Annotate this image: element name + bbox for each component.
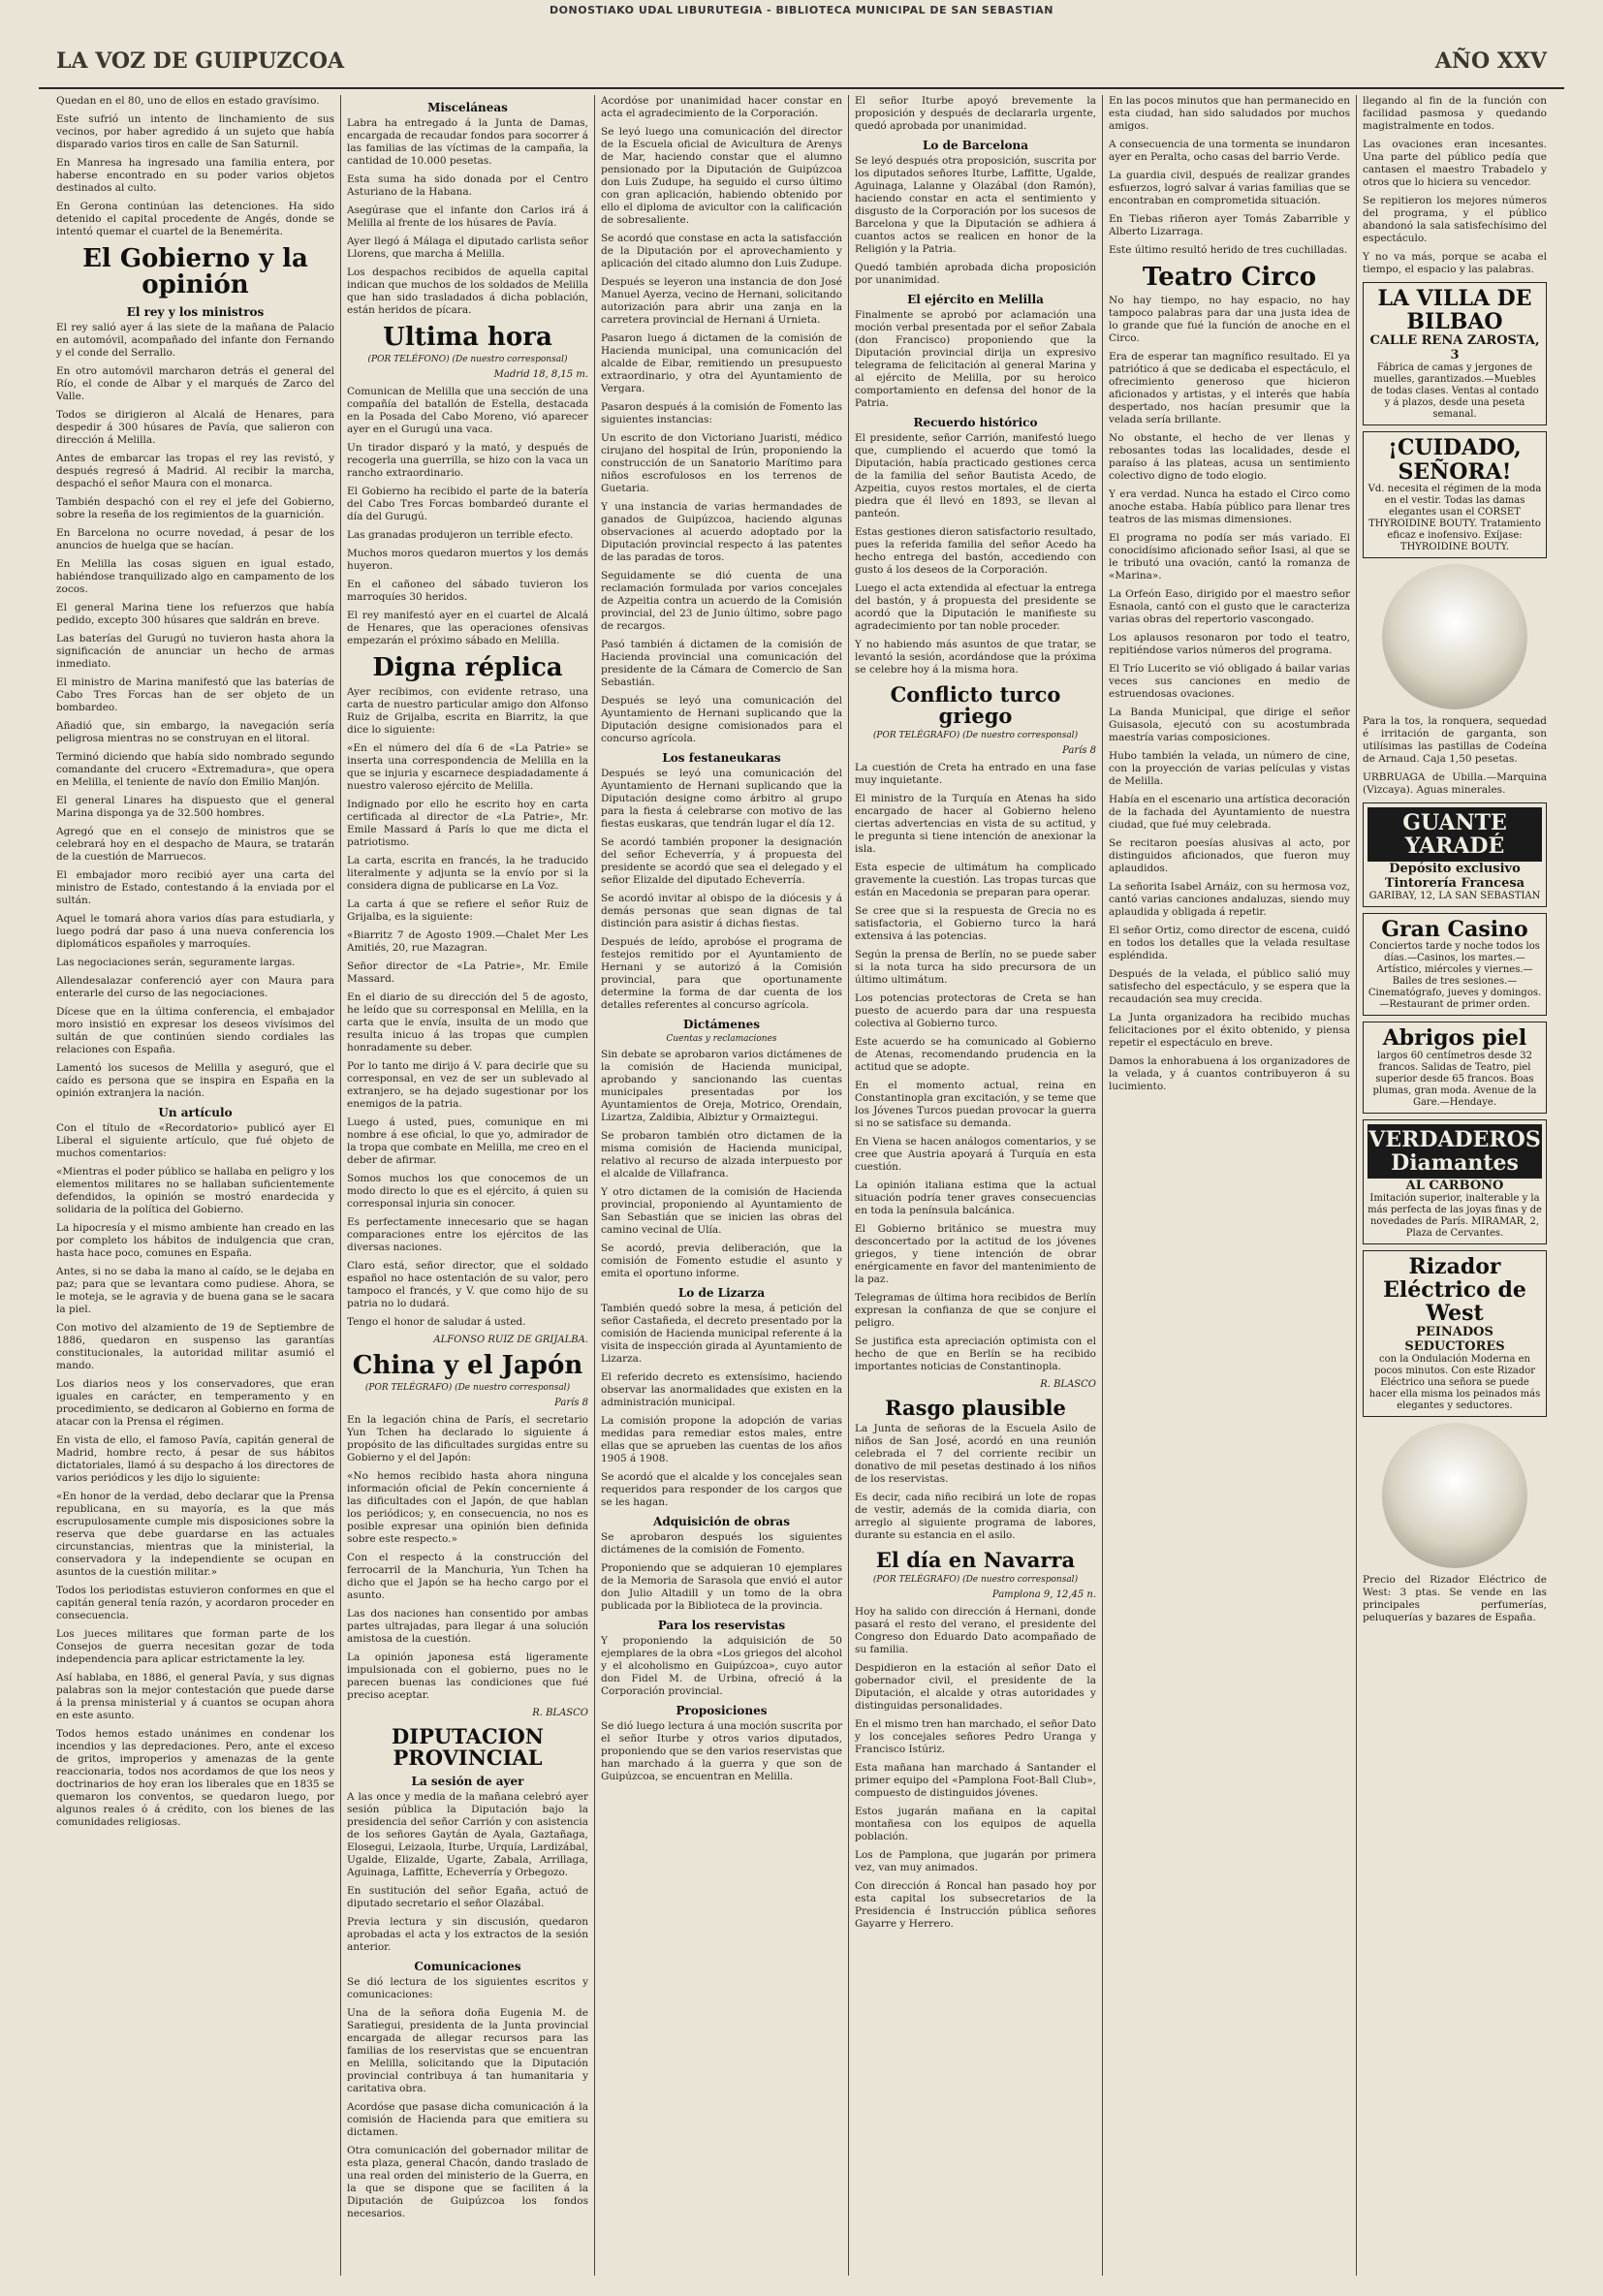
article-paragraph: Se aprobaron después los siguientes dictámenes de la comisión de Fomento. bbox=[601, 1531, 842, 1556]
article-paragraph: En el momento actual, reina en Constantinopla gran excitación, y se teme que los Jóvenes Turcos puedan provocar la guerra si no se satisface su demanda. bbox=[855, 1080, 1096, 1130]
ad-body: GARIBAY, 12, LA SAN SEBASTIAN bbox=[1368, 891, 1541, 902]
ad-illustration bbox=[1382, 564, 1527, 709]
article-paragraph: Luego á usted, pues, comunique en mi nombre á ese oficial, lo que yo, admirador de la tropa que combate en Melilla, me creo en el deber de afirmar. bbox=[347, 1116, 588, 1166]
article-paragraph: Dícese que en la última conferencia, el embajador moro insistió en expresar los deseos vivísimos del sultán de que continúen siendo cordiales las relaciones con España. bbox=[56, 1005, 334, 1055]
ad-title: GUANTE YARADÉ bbox=[1367, 807, 1542, 862]
article-paragraph: En Gerona continúan las detenciones. Ha sido detenido el capital procedente de Angés, donde se intentó quemar el cuartel de la Benemérita. bbox=[56, 201, 334, 237]
article-paragraph: Todos hemos estado unánimes en condenar los incendios y las depredaciones. Pero, ante el exceso de gritos, improperios y amenazas de la gente reaccionaria, todos nos acordamos de que los neos y doctrinarios de hoy eran los liberales que en 1835 se quemaron los conventos, se quedaron luego, por algunos reales ó á crédito, con los bienes de las comunidades religiosas. bbox=[56, 1727, 334, 1828]
article-paragraph: Era de esperar tan magnífico resultado. El ya patriótico á que se dedicaba el espectáculo, el ofrecimiento generoso que hicieron aficionados y artistas, y el interés que había despertado, nos hacían presumir que la velada sería brillante. bbox=[1109, 351, 1350, 426]
article-paragraph: Había en el escenario una artística decoración de la fachada del Ayuntamiento de nuestra ciudad, que fué muy celebrada. bbox=[1109, 794, 1350, 832]
article-paragraph: Quedó también aprobada dicha proposición por unanimidad. bbox=[855, 262, 1096, 286]
advertisement bbox=[1363, 1250, 1547, 1418]
article-paragraph: También despachó con el rey el jefe del Gobierno, sobre la reseña de los regimientos de la guarnición. bbox=[56, 495, 334, 520]
ad-body: largos 60 centímetros desde 32 francos. Salidas de Teatro, piel superior desde 65 francos. Boas plumas, gran moda. Avenue de la Gare.—Hendaye. bbox=[1372, 1050, 1537, 1108]
newspaper-column-3 bbox=[595, 95, 849, 2276]
article-paragraph: A consecuencia de una tormenta se inundaron ayer en Peralta, ocho casas del barrio Verde. bbox=[1109, 139, 1350, 163]
article-paragraph: Se recitaron poesías alusivas al acto, por distinguidos aficionados, que fueron muy aplaudidos. bbox=[1109, 837, 1350, 875]
article-paragraph: Señor director de «La Patrie», Mr. Emile Massard. bbox=[347, 959, 588, 985]
article-paragraph: Acordóse por unanimidad hacer constar en acta el agradecimiento de la Corporación. bbox=[601, 95, 842, 119]
article-paragraph: Luego el acta extendida al efectuar la entrega del bastón, y á propuesta del presidente se acordó que la Diputación le manifieste su agradecimiento por tan noble proceder. bbox=[855, 582, 1096, 632]
article-paragraph: Y una instancia de varias hermandades de ganados de Guipúzcoa, haciendo algunas observaciones al acuerdo adoptado por la Diputación provincial respecto á las patentes de las paradas de toros. bbox=[601, 501, 842, 563]
article-paragraph: El Gobierno ha recibido el parte de la batería del Cabo Tres Forcas bombardeó durante el día del Gurugú. bbox=[347, 486, 588, 523]
byline: ALFONSO RUIZ DE GRIJALBA. bbox=[433, 1334, 588, 1345]
article-paragraph: Los potencias protectoras de Creta se han puesto de acuerdo para dar una respuesta colectiva al Gobierno turco. bbox=[855, 992, 1096, 1030]
article-headline: DIPUTACION PROVINCIAL bbox=[392, 1723, 544, 1770]
ad-subtitle: PEINADOS SEDUCTORES bbox=[1404, 1325, 1505, 1355]
article-paragraph: Pasó también á dictamen de la comisión de Hacienda provincial una comunicación del presidente de la Cámara de Comercio de San Sebastián. bbox=[601, 639, 842, 688]
article-paragraph: Se acordó, previa deliberación, que la comisión de Fomento estudie el asunto y emita el oportuno informe. bbox=[601, 1242, 842, 1279]
byline: Pamplona 9, 12,45 n. bbox=[991, 1589, 1096, 1601]
article-paragraph: Después se leyó una comunicación del Ayuntamiento de Hernani suplicando que la Diputación designe como árbitro al grupo para la fiesta á celebrarse con motivo de las fiestas euskaras, que tendrán lugar el día 12. bbox=[601, 768, 842, 830]
article-paragraph: Una de la señora doña Eugenia M. de Saratiegui, presidenta de la Junta provincial encargada de allegar recursos para las familias de los reservistas que se encuentran en Melilla, solicitando que la Diputación provincial contribuya á tan humanitaria y caritativa obra. bbox=[347, 2006, 588, 2094]
article-paragraph: Proponiendo que se adquieran 10 ejemplares de la Memoria de Sarasola que envió el autor don Julio Altadill y un tomo de la obra publicada por la Biblioteca de la provincia. bbox=[601, 1562, 842, 1612]
article-headline: Teatro Circo bbox=[1142, 263, 1317, 292]
article-paragraph: Claro está, señor director, que el soldado español no hace ostentación de su valor, pero tampoco el francés, y V. que como hijo de su patria no lo dudará. bbox=[347, 1259, 588, 1309]
advertisement bbox=[1363, 1022, 1547, 1113]
article-paragraph: Todos los periodistas estuvieron conformes en que el capitán general tenía razón, y acordaron proceder en consecuencia. bbox=[56, 1584, 334, 1621]
section-subheading: Dictámenes bbox=[682, 1018, 761, 1031]
article-paragraph: No obstante, el hecho de ver llenas y rebosantes todas las localidades, desde el paraíso á las plateas, acusa un sentimiento colectivo digno de todo elogio. bbox=[1109, 432, 1350, 483]
article-paragraph: El Gobierno británico se muestra muy desconcertado por la actitud de los jóvenes griegos, y tiene intención de obrar enérgicamente en favor del mantenimiento de la paz. bbox=[855, 1223, 1096, 1286]
article-paragraph: La señorita Isabel Arnáiz, con su hermosa voz, cantó varias canciones andaluzas, siendo muy aplaudida y obligada á repetir. bbox=[1109, 881, 1350, 919]
header-right: AÑO XXV bbox=[1434, 48, 1547, 74]
article-paragraph: La guardia civil, después de realizar grandes esfuerzos, logró salvar á varias familias que se encontraban en comprometida situación. bbox=[1109, 170, 1350, 206]
section-subheading: Los festaneukaras bbox=[662, 751, 781, 765]
article-paragraph: Damos la enhorabuena á los organizadores de la velada, y á cuantos contribuyeron á su lucimiento. bbox=[1109, 1055, 1350, 1093]
section-subheading: Para los reservistas bbox=[657, 1619, 786, 1632]
ad-subtitle: Depósito exclusivo Tintorería Francesa bbox=[1384, 862, 1525, 892]
article-paragraph: Acordóse que pasase dicha comunicación á la comisión de Hacienda para que emitiera su dictamen. bbox=[347, 2100, 588, 2138]
advertisement bbox=[1363, 1119, 1547, 1244]
section-subheading: Misceláneas bbox=[427, 101, 508, 114]
article-paragraph: No hay tiempo, no hay espacio, no hay tampoco palabras para dar una justa idea de lo grande que fué la función de anoche en el Circo. bbox=[1109, 295, 1350, 345]
article-paragraph: Las ovaciones eran incesantes. Una parte del público pedía que cantasen el maestro Trabadelo y otros que lo hiciera su vencedor. bbox=[1363, 139, 1547, 188]
article-paragraph: Después de la velada, el público salió muy satisfecho del espectáculo, y se espera que la recaudación sea muy crecida. bbox=[1109, 968, 1350, 1006]
article-paragraph: Antes, si no se daba la mano al caído, se le dejaba en paz; para que se levantara como pudiese. Ahora, se le moteja, se le agravia y de buena gana se le sacara la piel. bbox=[56, 1265, 334, 1315]
article-paragraph: Y no habiendo más asuntos de que tratar, se levantó la sesión, acordándose que la próxima se celebre hoy á la misma hora. bbox=[855, 639, 1096, 676]
article-paragraph: Otra comunicación del gobernador militar de esta plaza, general Chacón, dando traslado de una real orden del ministerio de la Guerra, en la que se dispone que se faciliten á la Diputación de Guipúzcoa los fondos necesarios. bbox=[347, 2144, 588, 2219]
article-paragraph: Labra ha entregado á la Junta de Damas, encargada de recaudar fondos para socorrer á las familias de las víctimas de la campaña, la cantidad de 10.000 pesetas. bbox=[347, 117, 588, 167]
article-paragraph: Terminó diciendo que había sido nombrado segundo comandante del crucero «Extremadura», que opera en Melilla, el teniente de navío don Emilio Manjón. bbox=[56, 750, 334, 788]
article-paragraph: La Junta organizadora ha recibido muchas felicitaciones por el éxito obtenido, y piensa repetir el espectáculo en breve. bbox=[1109, 1012, 1350, 1050]
ad-title: Abrigos piel bbox=[1382, 1025, 1527, 1052]
dateline: (POR TELÉGRAFO) (De nuestro corresponsal) bbox=[872, 1575, 1079, 1586]
article-paragraph: Seguidamente se dió cuenta de una reclamación formulada por varios concejales de Azpeitia contra un acuerdo de la Comisión provincial, del 23 de Junio último, sobre pago de recargos. bbox=[601, 570, 842, 632]
article-paragraph: La opinión italiana estima que la actual situación podría tener graves consecuencias en toda la península balcánica. bbox=[855, 1179, 1096, 1217]
byline: R. BLASCO bbox=[532, 1707, 588, 1718]
header-left: LA VOZ DE GUIPUZCOA bbox=[56, 48, 345, 74]
section-subheading: Proposiciones bbox=[676, 1704, 768, 1717]
article-paragraph: Es decir, cada niño recibirá un lote de ropas de vestir, además de la comida diaria, con arreglo al siguiente programa de labores, durante su estancia en el asilo. bbox=[855, 1492, 1096, 1542]
article-paragraph: En el diario de su dirección del 5 de agosto, he leído que su corresponsal en Melilla, en la carta que le envía, insulta de un modo que resulta inicuo á las tropas que cumplen honradamente su deber. bbox=[347, 991, 588, 1054]
article-paragraph: Ayer llegó á Málaga el diputado carlista señor Llorens, que marcha á Melilla. bbox=[347, 236, 588, 260]
article-paragraph: Se dió lectura de los siguientes escritos y comunicaciones: bbox=[347, 1975, 588, 2000]
article-paragraph: Esta suma ha sido donada por el Centro Asturiano de la Habana. bbox=[347, 173, 588, 198]
ad-title: LA VILLA DE BILBAO bbox=[1377, 286, 1532, 335]
article-paragraph: «En el número del día 6 de «La Patrie» se inserta una correspondencia de Melilla en la que se injuria y escarnece despiadadamente á nuestro valeroso ejército de Melilla. bbox=[347, 741, 588, 792]
dateline: (POR TELÉGRAFO) (De nuestro corresponsal) bbox=[364, 1382, 571, 1393]
article-paragraph: En Barcelona no ocurre novedad, á pesar de los anuncios de huelga que se hacían. bbox=[56, 526, 334, 551]
article-paragraph: En Manresa ha ingresado una familia entera, por haberse encontrado en su poder varios objetos destinados al culto. bbox=[56, 157, 334, 194]
article-paragraph: Así hablaba, en 1886, el general Pavía, y sus dignas palabras son la mejor contestación que puede darse á la prensa ministerial y á cuantos se ocupan ahora en este asunto. bbox=[56, 1671, 334, 1721]
article-paragraph: Los diarios neos y los conservadores, que eran iguales en carácter, en temperamento y en procedimiento, se dedicaron al Gobierno en forma de atacar con la Prensa el régimen. bbox=[56, 1377, 334, 1428]
article-paragraph: Muchos moros quedaron muertos y los demás huyeron. bbox=[347, 548, 588, 573]
article-paragraph: Allendesalazar conferenció ayer con Maura para enterarle del curso de las negociaciones. bbox=[56, 974, 334, 999]
article-paragraph: El rey salió ayer á las siete de la mañana de Palacio en automóvil, acompañado del infante don Fernando y el conde del Serrallo. bbox=[56, 321, 334, 359]
article-paragraph: La carta á que se refiere el señor Ruiz de Grijalba, es la siguiente: bbox=[347, 897, 588, 923]
article-paragraph: Se justifica esta apreciación optimista con el hecho de que en Berlín se ha recibido importantes noticias de Constantinopla. bbox=[855, 1336, 1096, 1373]
article-paragraph: Pasaron después á la comisión de Fomento las siguientes instancias: bbox=[601, 401, 842, 425]
section-subheading: El ejército en Melilla bbox=[907, 293, 1044, 306]
article-paragraph: Previa lectura y sin discusión, quedaron aprobadas el acta y los extractos de la sesión anterior. bbox=[347, 1915, 588, 1953]
article-paragraph: Esta mañana han marchado á Santander el primer equipo del «Pamplona Foot-Ball Club», compuesto de distinguidos jóvenes. bbox=[855, 1762, 1096, 1800]
article-paragraph: Finalmente se aprobó por aclamación una moción verbal presentada por el señor Zabala (don Francisco) proponiendo que la Diputación provincial dirija un expresivo telegrama de felicitación al general Marina y al ejército de Melilla, por su heroico comportamiento en defensa del honor de la Patria. bbox=[855, 309, 1096, 409]
article-paragraph: Se dió luego lectura á una moción suscrita por el señor Iturbe y otros varios diputados, proponiendo que se den varios reservistas que han marchado á la guerra y que son de Guipúzcoa, se encuentran en Melilla. bbox=[601, 1720, 842, 1782]
article-headline: Digna réplica bbox=[372, 653, 563, 683]
article-paragraph: Con el título de «Recordatorio» publicó ayer El Liberal el siguiente artículo, que fué objeto de muchos comentarios: bbox=[56, 1121, 334, 1159]
article-paragraph: Estas gestiones dieron satisfactorio resultado, pues la referida familia del señor Acedo ha hecho entrega del bastón, accediendo con gusto á los deseos de la Corporación. bbox=[855, 526, 1096, 576]
article-paragraph: Antes de embarcar las tropas el rey las revistó, y después regresó á Madrid. Al recibir la marcha, despachó el señor Maura con el monarca. bbox=[56, 452, 334, 489]
article-paragraph: Los despachos recibidos de aquella capital indican que muchos de los soldados de Melilla que han sido trasladados á dicha población, están heridos de pícara. bbox=[347, 267, 588, 316]
article-paragraph: Lamentó los sucesos de Melilla y aseguró, que el caído es persona que se inspira en España en la opinión extranjera la nación. bbox=[56, 1061, 334, 1099]
article-paragraph: Se repitieron los mejores números del programa, y el público abandonó la sala satisfechísimo del espectáculo. bbox=[1363, 195, 1547, 244]
article-paragraph: Las baterías del Gurugú no tuvieron hasta ahora la significación de anunciar un hecho de armas inmediato. bbox=[56, 632, 334, 670]
advertisement bbox=[1363, 913, 1547, 1016]
article-paragraph: Se probaron también otro dictamen de la misma comisión de Hacienda municipal, relativo al recurso de alzada interpuesto por el alcalde de Villafranca. bbox=[601, 1130, 842, 1179]
ad-title: ¡CUIDADO, SEÑORA! bbox=[1388, 435, 1522, 485]
ad-title: Rizador Eléctrico de West bbox=[1383, 1253, 1526, 1327]
section-subheading: Comunicaciones bbox=[414, 1959, 521, 1973]
section-subheading: Un artículo bbox=[158, 1105, 233, 1119]
article-paragraph: El rey manifestó ayer en el cuartel de Alcalá de Henares, que las operaciones ofensivas empezarán el próximo sábado en Melilla. bbox=[347, 610, 588, 647]
newspaper-header bbox=[39, 39, 1564, 89]
article-paragraph: «Biarritz 7 de Agosto 1909.—Chalet Mer Les Amitiés, 20, rue Mazagran. bbox=[347, 928, 588, 954]
article-paragraph: Sin debate se aprobaron varios dictámenes de la comisión de Hacienda municipal, aprobando y sancionando las cuentas municipales presentadas por los Ayuntamientos de Oreja, Motrico, Orendain, Lizartza, Zaldibia, Albiztur y Ormaiztegui. bbox=[601, 1049, 842, 1123]
dateline: (POR TELÉFONO) (De nuestro corresponsal) bbox=[367, 355, 568, 365]
article-paragraph: Con motivo del alzamiento de 19 de Septiembre de 1886, quedaron en suspenso las garantías constitucionales, la autoridad militar asumió el mando. bbox=[56, 1321, 334, 1371]
newspaper-column-5 bbox=[1103, 95, 1357, 2276]
article-paragraph: En otro automóvil marcharon detrás el general del Río, el conde de Albar y el marqués de Zarco del Valle. bbox=[56, 364, 334, 402]
article-paragraph: Por lo tanto me dirijo á V. para decirle que su corresponsal, en vez de ser un sublevado al extranjero, se ha dejado sugestionar por los enemigos de la patria. bbox=[347, 1059, 588, 1110]
article-paragraph: Un tirador disparó y la mató, y después de recogerla una guerrilla, se hizo con la vaca un rancho extraordinario. bbox=[347, 442, 588, 480]
article-paragraph: En vista de ello, el famoso Pavía, capitán general de Madrid, hombre recto, á pesar de sus hábitos dictatoriales, llamó á su despacho á los directores de varios periódicos y les dijo lo siguiente: bbox=[56, 1433, 334, 1484]
article-paragraph: Y otro dictamen de la comisión de Hacienda provincial, proponiendo al Ayuntamiento de San Sebastián que se inicien las obras del camino vecinal de Ulía. bbox=[601, 1186, 842, 1236]
article-paragraph: Después de leído, aprobóse el programa de festejos remitido por el Ayuntamiento de Hernani y se autorizó á la Comisión provincial, para que oportunamente determine la forma de dar cuenta de los detalles referentes al concurso agrícola. bbox=[601, 936, 842, 1011]
article-paragraph: En el cañoneo del sábado tuvieron los marroquíes 30 heridos. bbox=[347, 579, 588, 604]
newspaper-column-2 bbox=[341, 95, 595, 2276]
ad-subtitle: AL CARBONO bbox=[1405, 1178, 1504, 1193]
article-paragraph: Con el respecto á la construcción del ferrocarril de la Manchuria, Yun Tchen ha dicho que el Japón se ha hecho cargo por el asunto. bbox=[347, 1551, 588, 1601]
article-paragraph: En Tiebas riñeron ayer Tomás Zabarrible y Alberto Lizarraga. bbox=[1109, 213, 1350, 237]
article-paragraph: Las granadas produjeron un terrible efecto. bbox=[347, 529, 574, 542]
article-paragraph: Añadió que, sin embargo, la navegación sería peligrosa mientras no se construyan en el litoral. bbox=[56, 719, 334, 744]
article-paragraph: «Mientras el poder público se hallaba en peligro y los elementos militares no se hallaban suficientemente defendidos, la opinión se mostró enardecida y solidaria de la política del Gobierno. bbox=[56, 1165, 334, 1215]
article-paragraph: Ayer recibimos, con evidente retraso, una carta de nuestro particular amigo don Alfonso Ruiz de Grijalba, escrita en Biarritz, la que dice lo siguiente: bbox=[347, 685, 588, 736]
article-paragraph: La carta, escrita en francés, la he traducido literalmente y adjunta se la envío por si la considera digna de publicarse en La Voz. bbox=[347, 854, 588, 892]
article-paragraph: Tengo el honor de saludar á usted. bbox=[347, 1315, 526, 1328]
section-subheading: La sesión de ayer bbox=[411, 1774, 524, 1788]
article-paragraph: La Orfeón Easo, dirigido por el maestro señor Esnaola, cantó con el gusto que le caracteriza varias obras del repertorio vascongado. bbox=[1109, 588, 1350, 626]
ad-illustration bbox=[1382, 1423, 1527, 1568]
article-paragraph: En el mismo tren han marchado, el señor Dato y los concejales señores Pedro Uranga y Francisco Istúriz. bbox=[855, 1718, 1096, 1756]
article-paragraph: Asegúrase que el infante don Carlos irá á Melilla al frente de los húsares de Pavía. bbox=[347, 204, 588, 229]
article-paragraph: Las negociaciones serán, seguramente largas. bbox=[56, 956, 296, 968]
article-paragraph: Hubo también la velada, un número de cine, con la proyección de varias películas y vistas de Melilla. bbox=[1109, 750, 1350, 788]
article-headline: Ultima hora bbox=[383, 323, 552, 352]
article-paragraph: Quedan en el 80, uno de ellos en estado gravísimo. bbox=[56, 95, 320, 107]
article-paragraph: Para la tos, la ronquera, sequedad é irritación de garganta, son utilísimas las pastillas de Codeína de Arnaud. Caja 1,50 pesetas. bbox=[1363, 714, 1547, 765]
article-paragraph: Se cree que si la respuesta de Grecia no es satisfactoria, el Gobierno turco la hará extensiva á las potencias. bbox=[855, 905, 1096, 943]
article-paragraph: Los aplausos resonaron por todo el teatro, repitiéndose varios números del programa. bbox=[1109, 632, 1350, 657]
article-paragraph: El general Linares ha dispuesto que el general Marina disponga ya de 32.500 hombres. bbox=[56, 794, 334, 819]
article-paragraph: En Viena se hacen análogos comentarios, y se cree que Austria apoyará á Turquía en esta cuestión. bbox=[855, 1136, 1096, 1174]
article-paragraph: Somos muchos los que conocemos de un modo directo lo que es el ejército, á quien su corresponsal injuria sin conocer. bbox=[347, 1172, 588, 1210]
article-paragraph: El presidente, señor Carrión, manifestó luego que, cumpliendo el acuerdo que tomó la Diputación, había practicado gestiones cerca de la familia del señor Bautista Acedo, de Azpeitia, cuyos restos mortales, el de cierta piedra que él llevó en 1893, se llevan al panteón. bbox=[855, 432, 1096, 519]
article-paragraph: Es perfectamente innecesario que se hagan comparaciones entre los ejércitos de las diversas naciones. bbox=[347, 1215, 588, 1253]
article-paragraph: URBRUAGA de Ubilla.—Marquina (Vizcaya). Aguas minerales. bbox=[1363, 771, 1547, 796]
article-paragraph: Se acordó que el alcalde y los concejales sean requeridos para responder de los cargos que se les hagan. bbox=[601, 1471, 842, 1508]
article-paragraph: Y no va más, porque se acaba el tiempo, el espacio y las palabras. bbox=[1363, 251, 1547, 275]
article-paragraph: Con dirección á Roncal han pasado hoy por esta capital los subsecretarios de la Presidencia é Instrucción pública señores Gayarre y Herrero. bbox=[855, 1880, 1096, 1931]
article-paragraph: La Junta de señoras de la Escuela Asilo de niños de San José, acordó en una reunión celebrada el 7 del corriente recibir un donativo de mil pesetas destinado á los niños de los reservistas. bbox=[855, 1423, 1096, 1486]
article-paragraph: Se leyó después otra proposición, suscrita por los diputados señores Iturbe, Laffitte, Ugalde, Aguinaga, Lalanne y Olazábal (don Ramón), haciendo constar en acta el sentimiento y disgusto de la Corporación por los sucesos de Barcelona y que la Diputación se adhiera á cuantos actos se realicen en honor de la Religión y la Patria. bbox=[855, 155, 1096, 255]
section-subheading: Adquisición de obras bbox=[653, 1515, 790, 1528]
article-paragraph: En sustitución del señor Egaña, actuó de diputado secretario el señor Olazábal. bbox=[347, 1884, 588, 1909]
ad-title: VERDADEROS Diamantes bbox=[1367, 1124, 1542, 1179]
article-paragraph: Este acuerdo se ha comunicado al Gobierno de Atenas, recomendando prudencia en la actitud que se adopte. bbox=[855, 1036, 1096, 1074]
article-paragraph: También quedó sobre la mesa, á petición del señor Castañeda, el decreto presentado por la comisión de Hacienda municipal referente á la visita de inspección girada al Ayuntamiento de Lizarza. bbox=[601, 1303, 842, 1365]
article-headline: El día en Navarra bbox=[875, 1548, 1076, 1573]
article-headline: China y el Japón bbox=[352, 1350, 583, 1380]
article-paragraph: Todos se dirigieron al Alcalá de Henares, para despedir á 300 húsares de Pavía, que salieron con dirección á Melilla. bbox=[56, 408, 334, 446]
article-paragraph: Después se leyeron una instancia de don José Manuel Ayerza, vecino de Hernani, solicitando autorización para abrir una zanja en la carretera provincial de Hernani á Urnieta. bbox=[601, 276, 842, 326]
article-paragraph: Se leyó luego una comunicación del director de la Escuela oficial de Avicultura de Arenys de Mar, haciendo constar que el alumno pensionado por la Diputación de Guipúzcoa don Luis Zudupe, ha seguido el curso último con gran aplicación, habiendo obtenido por ello el diploma de avicultor con la calificación de sobresaliente. bbox=[601, 126, 842, 226]
article-paragraph: El general Marina tiene los refuerzos que había pedido, excepto 300 húsares que saldrán en breve. bbox=[56, 601, 334, 626]
ad-title: Gran Casino bbox=[1381, 917, 1528, 943]
article-paragraph: El ministro de la Turquía en Atenas ha sido encargado de hacer al Gobierno heleno ciertas advertencias en vista de su actitud, y le pregunta si tiene intención de anexionar la isla. bbox=[855, 793, 1096, 856]
article-paragraph: Se acordó que constase en acta la satisfacción de la Diputación por el aprovechamiento y aplicación del citado alumno don Luis Zudupe. bbox=[601, 233, 842, 269]
article-paragraph: Los jueces militares que forman parte de los Consejos de guerra necesitan gozar de toda independencia para aplicar estrictamente la ley. bbox=[56, 1627, 334, 1665]
article-paragraph: Los de Pamplona, que jugarán por primera vez, van muy animados. bbox=[855, 1849, 1096, 1874]
ad-body: Imitación superior, inalterable y la más perfecta de las joyas finas y de novedades de París. MIRAMAR, 2, Plaza de Cervantes. bbox=[1367, 1192, 1542, 1239]
article-paragraph: Este último resultó herido de tres cuchilladas. bbox=[1109, 244, 1348, 256]
byline: París 8 bbox=[554, 1397, 588, 1408]
section-subheading: Lo de Lizarza bbox=[677, 1286, 766, 1300]
advertisement bbox=[1363, 802, 1547, 907]
ad-body: Fábrica de camas y jergones de muelles, garantizados.—Muebles de todas clases. Ventas al contado y á plazos, desde una peseta semanal. bbox=[1370, 362, 1539, 421]
article-paragraph: El señor Ortiz, como director de escena, cuidó en todos los detalles que la velada resultase espléndida. bbox=[1109, 925, 1350, 962]
article-paragraph: En la legación china de París, el secretario Yun Tchen ha declarado lo siguiente á propósito de las dificultades surgidas entre su Gobierno y el del Japón: bbox=[347, 1413, 588, 1463]
article-paragraph: Aquel le tomará ahora varios días para estudiarla, y luego podrá dar paso á una nueva conferencia los diplomáticos españoles y marroquíes. bbox=[56, 912, 334, 950]
article-paragraph: llegando al fin de la función con facilidad pasmosa y quedando magistralmente en todos. bbox=[1363, 95, 1547, 132]
dateline: Cuentas y reclamaciones bbox=[666, 1034, 777, 1044]
article-paragraph: Y proponiendo la adquisición de 50 ejemplares de la obra «Los griegos del alcohol y el alcoholismo en Guipúzcoa», cuyo autor don Fidel M. de Urbina, ofreció á la Corporación provincial. bbox=[601, 1635, 842, 1697]
article-paragraph: En las pocos minutos que han permanecido en esta ciudad, han sido saludados por muchos amigos. bbox=[1109, 95, 1350, 132]
newspaper-columns bbox=[50, 95, 1553, 2276]
article-paragraph: La opinión japonesa está ligeramente impulsionada con el gobierno, pues no le parecen buenas las condiciones que fué preciso aceptar. bbox=[347, 1651, 588, 1701]
article-paragraph: Pasaron luego á dictamen de la comisión de Hacienda municipal, una comunicación del alcalde de Eibar, remitiendo un presupuesto extraordinario, y otra del Ayuntamiento de Vergara. bbox=[601, 332, 842, 394]
byline: Madrid 18, 8,15 m. bbox=[493, 369, 588, 381]
article-paragraph: Comunican de Melilla que una sección de una compañía del batallón de Estella, destacada en la Posada del Cabo Moreno, vió aparecer ayer en el Gurugú una vaca. bbox=[347, 386, 588, 436]
advertisement bbox=[1363, 431, 1547, 557]
article-paragraph: Según la prensa de Berlín, no se puede saber si la nota turca ha sido precursora de un último ultimátum. bbox=[855, 949, 1096, 987]
article-paragraph: «No hemos recibido hasta ahora ninguna información oficial de Pekín concerniente á las dificultades con el Japón, de que hablan los periódicos; y, en consecuencia, no nos es posible expresar una opinión bien definida sobre este respecto.» bbox=[347, 1469, 588, 1545]
article-paragraph: El señor Iturbe apoyó brevemente la proposición y después de declararla urgente, quedó aprobada por unanimidad. bbox=[855, 95, 1096, 132]
library-watermark: DONOSTIAKO UDAL LIBURUTEGIA - BIBLIOTECA MUNICIPAL DE SAN SEBASTIAN bbox=[550, 4, 1053, 16]
dateline: (POR TELÉGRAFO) (De nuestro corresponsal) bbox=[872, 731, 1079, 741]
newspaper-column-4 bbox=[849, 95, 1103, 2276]
section-subheading: Recuerdo histórico bbox=[913, 416, 1038, 429]
advertisement bbox=[1363, 282, 1547, 425]
article-paragraph: Este sufrió un intento de linchamiento de sus vecinos, por haber agredido á un sujeto que había disparado varios tiros en calle de San Saturnil. bbox=[56, 113, 334, 150]
ad-body: con la Ondulación Moderna en pocos minutos. Con este Rizador Eléctrico una señora se puede hacer ella misma los peinados más elegantes y seductores. bbox=[1368, 1354, 1541, 1412]
article-paragraph: La hipocresía y el mismo ambiente han creado en las por completo los hábitos de indulgencia que cran, hasta hace poco, comunes en España. bbox=[56, 1221, 334, 1259]
article-headline: Rasgo plausible bbox=[885, 1396, 1066, 1421]
byline: R. BLASCO bbox=[1040, 1379, 1096, 1391]
article-paragraph: A las once y media de la mañana celebró ayer sesión pública la Diputación bajo la presidencia del señor Carrión y con asistencia de los señores Gaytán de Ayala, Gaztañaga, Elosegui, Leizaola, Iturbe, Urquía, Lardizábal, Ugalde, Elizalde, Ugarte, Zabala, Arrillaga, Aguinaga, Laffitte, Echeverría y Orbegozo. bbox=[347, 1790, 588, 1878]
newspaper-column-1 bbox=[50, 95, 341, 2276]
article-headline: El Gobierno y la opinión bbox=[82, 244, 308, 300]
article-paragraph: Un escrito de don Victoriano Juaristi, médico cirujano del hospital de Irún, proponiendo la construcción de un Sanatorio Marítimo para niños escrofulosos en los terrenos de Guetaria. bbox=[601, 432, 842, 494]
ad-body: Conciertos tarde y noche todos los días.—Casinos, los martes.—Artístico, miércoles y viernes.—Bailes de tres sesiones.—Cinematógrafo, jueves y domingos.—Restaurant de primer orden. bbox=[1367, 941, 1542, 1011]
article-paragraph: Agregó que en el consejo de ministros que se celebrará hoy en el despacho de Maura, se tratarán de la cuestión de Marruecos. bbox=[56, 825, 334, 863]
article-paragraph: Precio del Rizador Eléctrico de West: 3 ptas. Se vende en las principales perfumerías, peluquerías y bazares de España. bbox=[1363, 1574, 1547, 1624]
article-paragraph: La comisión propone la adopción de varias medidas para remediar estos males, entre ellas que se aprueben las cuentas de los años 1905 á 1908. bbox=[601, 1415, 842, 1464]
article-paragraph: Las dos naciones han consentido por ambas partes ultrajadas, para llegar á una solución amistosa de la cuestión. bbox=[347, 1607, 588, 1645]
article-paragraph: El embajador moro recibió ayer una carta del ministro de Estado, contestando á la enviada por el sultán. bbox=[56, 868, 334, 906]
article-paragraph: El referido decreto es extensísimo, haciendo observar las anormalidades que existen en la administración municipal. bbox=[601, 1371, 842, 1408]
article-paragraph: El Trío Lucerito se vió obligado á bailar varias veces sus canciones en medio de estruendosas ovaciones. bbox=[1109, 663, 1350, 701]
article-paragraph: La Banda Municipal, que dirige el señor Guisasola, ejecutó con su acostumbrada maestría varias composiciones. bbox=[1109, 707, 1350, 744]
article-paragraph: Indignado por ello he escrito hoy en carta certificada al director de «La Patrie», Mr. Emile Massard á París lo que me dicta el patriotismo. bbox=[347, 798, 588, 848]
article-paragraph: Y era verdad. Nunca ha estado el Circo como anoche estaba. Había público para llenar tres teatros de las mismas dimensiones. bbox=[1109, 488, 1350, 526]
article-paragraph: Se acordó invitar al obispo de la diócesis y á demás personas que sean dignas de tal distinción para asistir á dichas fiestas. bbox=[601, 893, 842, 929]
article-paragraph: El programa no podía ser más variado. El conocidísimo aficionado señor Isasi, al que se le tributó una ovación, cantó la romanza de «Marina». bbox=[1109, 532, 1350, 582]
article-paragraph: Se acordó también proponer la designación del señor Echeverría, y á propuesta del presidente se acordó que sea el delegado y el señor Elizalde del diputado Echeverría. bbox=[601, 836, 842, 886]
article-paragraph: Despidieron en la estación al señor Dato el gobernador civil, el presidente de la Diputación, el alcalde y otras autoridades y distinguidas personalidades. bbox=[855, 1662, 1096, 1713]
byline: París 8 bbox=[1062, 745, 1096, 757]
section-subheading: Lo de Barcelona bbox=[922, 139, 1029, 152]
article-paragraph: En Melilla las cosas siguen en igual estado, habiéndose tranquilizado algo en campamento de los zocos. bbox=[56, 557, 334, 595]
article-paragraph: Después se leyó una comunicación del Ayuntamiento de Hernani suplicando que la Diputación designe comisionados para el concurso agrícola. bbox=[601, 695, 842, 744]
section-subheading: El rey y los ministros bbox=[126, 304, 265, 319]
article-paragraph: La cuestión de Creta ha entrado en una fase muy inquietante. bbox=[855, 762, 1096, 787]
article-paragraph: Telegramas de última hora recibidos de Berlín expresan la confianza de que se conjure el peligro. bbox=[855, 1292, 1096, 1330]
article-paragraph: Hoy ha salido con dirección á Hernani, donde pasará el resto del verano, el presidente del Congreso don Eduardo Dato acompañado de su familia. bbox=[855, 1606, 1096, 1656]
article-paragraph: «En honor de la verdad, debo declarar que la Prensa republicana, en su mayoría, es la que más escrupulosamente cumple mis disposiciones sobre la reserva que debe guardarse en las actuales circunstancias, mientras que la ministerial, la conservadora y la independiente se ocupan en asuntos de la cuestión militar.» bbox=[56, 1490, 334, 1578]
ad-subtitle: CALLE RENA ZAROSTA, 3 bbox=[1369, 333, 1540, 363]
article-paragraph: El ministro de Marina manifestó que las baterías de Cabo Tres Forcas han de ser objeto de un bombardeo. bbox=[56, 676, 334, 713]
article-headline: Conflicto turco griego bbox=[890, 682, 1061, 729]
ad-body: Vd. necesita el régimen de la moda en el vestir. Todas las damas elegantes usan el CORSET THYROIDINE BOUTY. Tratamiento eficaz e inofensivo. Exíjase: THYROIDINE BOUTY. bbox=[1367, 483, 1542, 552]
article-paragraph: Estos jugarán mañana en la capital montañesa con los equipos de aquella población. bbox=[855, 1806, 1096, 1843]
article-paragraph: Esta especie de ultimátum ha complicado gravemente la cuestión. Las tropas turcas que están en Macedonia se preparan para operar. bbox=[855, 862, 1096, 899]
newspaper-column-6 bbox=[1357, 95, 1553, 2276]
